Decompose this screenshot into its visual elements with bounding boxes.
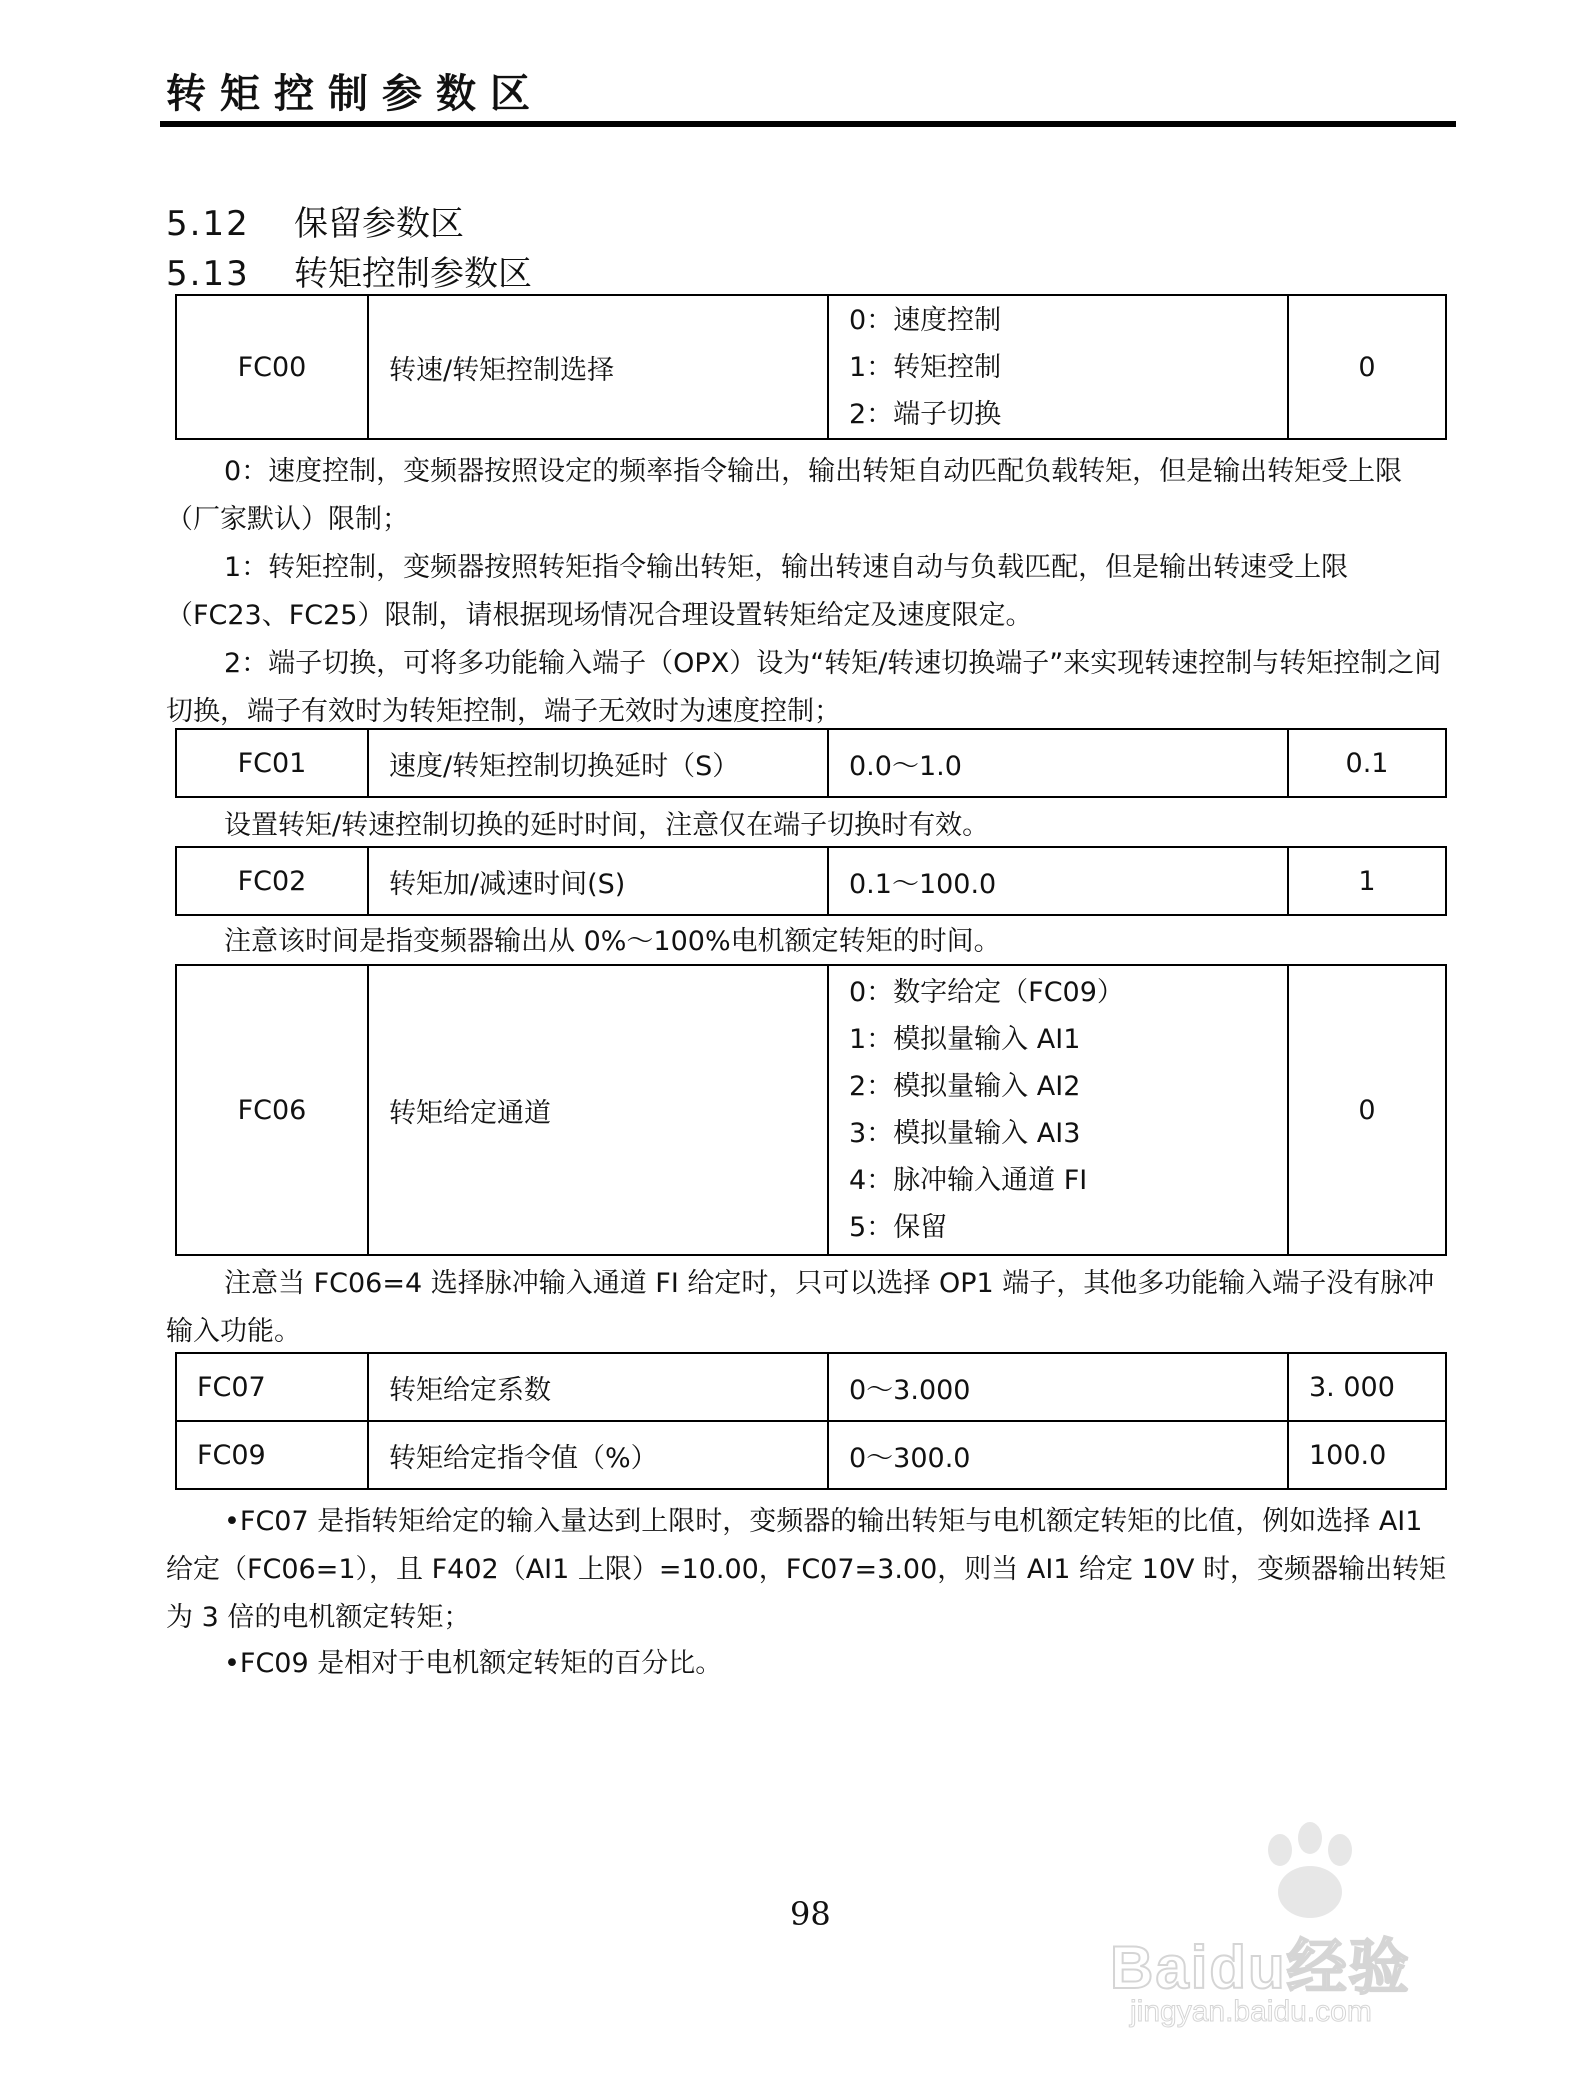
param-range: 0～300.0 xyxy=(828,1421,1288,1489)
option-item: 5：保留 xyxy=(849,1212,948,1243)
description-fc06: 注意当 FC06=4 选择脉冲输入通道 FI 给定时，只可以选择 OP1 端子，其他多功能输入端子没有脉冲输入功能。 xyxy=(166,1268,1435,1347)
param-range: 0～3.000 xyxy=(828,1353,1288,1421)
description-fc02: 注意该时间是指变频器输出从 0%～100%电机额定转矩的时间。 xyxy=(224,926,1001,957)
option-item: 1：模拟量输入 AI1 xyxy=(849,1024,1081,1055)
param-name: 转矩加/减速时间(S) xyxy=(368,847,828,915)
param-default: 0.1 xyxy=(1288,729,1446,797)
param-default: 100.0 xyxy=(1288,1421,1446,1489)
param-table-fc06 xyxy=(175,964,1447,1256)
param-code: FC09 xyxy=(176,1421,368,1489)
section-title: 保留参数区 xyxy=(294,204,464,244)
description-fc07: •FC07 是指转矩给定的输入量达到上限时，变频器的输出转矩与电机额定转矩的比值，例如选择 AI1 给定（FC06=1），且 F402（AI1 上限）=10.00，FC07=3.00，则当 AI1 给定 10V 时，变频器输出转矩为 3 倍的电机额定转矩； xyxy=(166,1506,1447,1633)
param-name: 转矩给定指令值（%） xyxy=(368,1421,828,1489)
option-item: 3：模拟量输入 AI3 xyxy=(849,1118,1081,1149)
description-fc00-0: 0：速度控制，变频器按照设定的频率指令输出，输出转矩自动匹配负载转矩，但是输出转矩受上限（厂家默认）限制； xyxy=(166,456,1403,535)
table-row xyxy=(176,1353,1446,1421)
watermark xyxy=(1110,1820,1490,2040)
section-number: 5.12 xyxy=(166,204,250,244)
param-name: 转速/转矩控制选择 xyxy=(368,295,828,439)
watermark-url: jingyan.baidu.com xyxy=(1130,1995,1372,2028)
param-default: 0 xyxy=(1288,295,1446,439)
header-rule xyxy=(160,121,1456,127)
table-row xyxy=(176,729,1446,797)
param-default: 0 xyxy=(1288,965,1446,1255)
paw-icon xyxy=(1240,1820,1380,1930)
page-number: 98 xyxy=(790,1895,831,1933)
param-code: FC02 xyxy=(176,847,368,915)
option-item: 0：速度控制 xyxy=(849,304,1002,336)
table-row xyxy=(176,847,1446,915)
section-title: 转矩控制参数区 xyxy=(294,254,532,294)
param-code: FC00 xyxy=(176,295,368,439)
param-code: FC01 xyxy=(176,729,368,797)
param-name: 转矩给定系数 xyxy=(368,1353,828,1421)
section-heading-5-12 xyxy=(166,196,464,245)
param-default: 1 xyxy=(1288,847,1446,915)
param-options xyxy=(828,965,1288,1255)
param-options xyxy=(828,295,1288,439)
option-item: 2：端子切换 xyxy=(849,398,1002,430)
table-row xyxy=(176,1421,1446,1489)
description-fc09: •FC09 是相对于电机额定转矩的百分比。 xyxy=(224,1648,723,1679)
param-code: FC06 xyxy=(176,965,368,1255)
section-number: 5.13 xyxy=(166,254,250,294)
param-name: 转矩给定通道 xyxy=(368,965,828,1255)
param-range: 0.1～100.0 xyxy=(828,847,1288,915)
param-table-fc01 xyxy=(175,728,1447,798)
description-fc01: 设置转矩/转速控制切换的延时时间，注意仅在端子切换时有效。 xyxy=(224,810,990,841)
param-name: 速度/转矩控制切换延时（S） xyxy=(368,729,828,797)
param-default: 3. 000 xyxy=(1288,1353,1446,1421)
description-fc00-2: 2：端子切换，可将多功能输入端子（OPX）设为“转矩/转速切换端子”来实现转速控制与转矩控制之间切换，端子有效时为转矩控制，端子无效时为速度控制； xyxy=(166,648,1442,727)
param-table-fc00 xyxy=(175,294,1447,440)
param-table-fc02 xyxy=(175,846,1447,916)
param-table-fc07-fc09 xyxy=(175,1352,1447,1490)
table-row xyxy=(176,295,1446,439)
param-range: 0.0～1.0 xyxy=(828,729,1288,797)
watermark-brand: Baidu经验 xyxy=(1110,1934,1411,2001)
table-row xyxy=(176,965,1446,1255)
param-code: FC07 xyxy=(176,1353,368,1421)
option-item: 4：脉冲输入通道 FI xyxy=(849,1165,1088,1196)
section-heading-5-13 xyxy=(166,246,532,295)
running-header: 转矩控制参数区 xyxy=(166,71,544,117)
option-item: 0：数字给定（FC09） xyxy=(849,977,1124,1008)
description-fc00-1: 1：转矩控制，变频器按照转矩指令输出转矩，输出转速自动与负载匹配，但是输出转速受上限（FC23、FC25）限制，请根据现场情况合理设置转矩给定及速度限定。 xyxy=(166,552,1349,631)
option-item: 1：转矩控制 xyxy=(849,351,1002,383)
option-item: 2：模拟量输入 AI2 xyxy=(849,1071,1081,1102)
